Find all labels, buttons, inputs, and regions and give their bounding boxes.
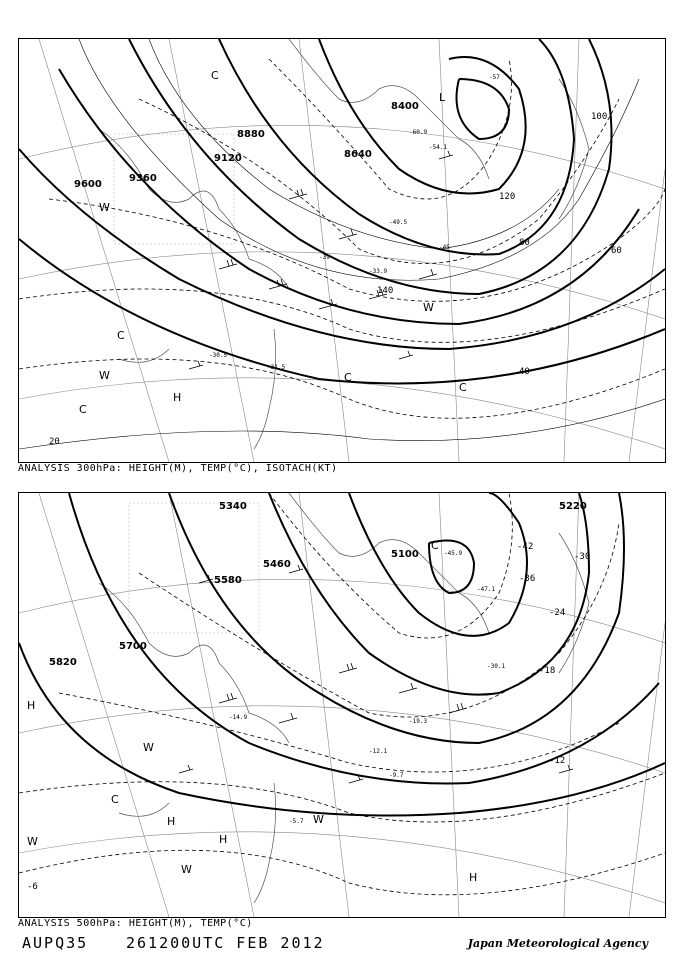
isotherms (19, 59, 665, 418)
high-center: H (27, 699, 36, 712)
temp-label: -49.5 (389, 219, 408, 226)
warm-center: W (99, 369, 110, 382)
height-label-5700: 5700 (119, 641, 147, 652)
temp-label: -39 (319, 254, 330, 261)
cold-center: C (431, 539, 439, 552)
shaded-region (114, 134, 234, 244)
height-label-8400: 8400 (391, 101, 419, 112)
height-label-5220: 5220 (559, 501, 587, 512)
temp-label: -31.5 (267, 364, 286, 371)
temp-label: -57 (489, 74, 500, 81)
height-label-9360: 9360 (129, 173, 157, 184)
isotherm-label: -30 (574, 552, 591, 562)
cold-center: C (117, 329, 125, 342)
shaded-region (129, 503, 259, 633)
temp-label: -9.7 (389, 772, 404, 779)
warm-center: W (423, 301, 434, 314)
map-300hpa (18, 38, 666, 463)
coastline (99, 493, 589, 903)
height-label-5580: 5580 (214, 575, 242, 586)
warm-center: W (181, 863, 192, 876)
height-label-8640: 8640 (344, 149, 372, 160)
isotach-label-20: 20 (49, 437, 60, 447)
height-label-5100: 5100 (391, 549, 419, 560)
warm-center: W (313, 813, 324, 826)
isotherm-label: -24 (549, 608, 566, 618)
isotach-label-80: 80 (519, 238, 530, 248)
isotach-label-100: 100 (591, 112, 608, 122)
height-contours (19, 39, 665, 383)
height-label-5820: 5820 (49, 657, 77, 668)
warm-center: W (143, 741, 154, 754)
temp-label: -5.7 (289, 818, 304, 825)
warm-center: W (27, 835, 38, 848)
temp-label: -45 (439, 244, 450, 251)
temp-label: -12.1 (369, 748, 388, 755)
map-300hpa-canvas (19, 39, 665, 462)
height-label-5340: 5340 (219, 501, 247, 512)
cold-center: C (111, 793, 119, 806)
temp-label: -14.9 (229, 714, 248, 721)
temp-label: -30.5 (209, 352, 228, 359)
isotach-label-60: 60 (611, 246, 622, 256)
low-center: L (439, 91, 446, 104)
isotherm-label: -6 (27, 882, 38, 892)
agency-name: Japan Meteorological Agency (467, 937, 648, 950)
isotherm-label: -36 (519, 574, 536, 584)
high-center: H (469, 871, 478, 884)
height-label-9120: 9120 (214, 153, 242, 164)
high-center: H (167, 815, 176, 828)
caption-500hpa: ANALYSIS 500hPa: HEIGHT(M), TEMP(°C) (18, 918, 253, 929)
graticule (19, 39, 665, 462)
isotach-label-40: 40 (519, 367, 530, 377)
product-id: AUPQ35 (22, 934, 89, 952)
height-label-5460: 5460 (263, 559, 291, 570)
temp-label: -60.9 (409, 129, 428, 136)
temp-label: -33.9 (369, 268, 388, 275)
temp-label: -45.9 (444, 550, 463, 557)
temp-label: -19.3 (409, 718, 428, 725)
temp-label: -30.1 (487, 663, 506, 670)
caption-300hpa: ANALYSIS 300hPa: HEIGHT(M), TEMP(°C), ISOTACH(KT) (18, 463, 338, 474)
graticule (19, 493, 665, 917)
warm-center: W (99, 201, 110, 214)
isotherm-label: -12 (549, 756, 566, 766)
height-label-8880: 8880 (237, 129, 265, 140)
cold-center: C (211, 69, 219, 82)
map-500hpa (18, 492, 666, 918)
isotherm-label: -18 (539, 666, 556, 676)
coastline (99, 39, 589, 449)
temp-label: -47.1 (477, 586, 496, 593)
height-label-9600: 9600 (74, 179, 102, 190)
temp-label: -54.1 (429, 144, 448, 151)
isotach-label-120: 120 (499, 192, 516, 202)
high-center: H (219, 833, 228, 846)
map-500hpa-canvas (19, 493, 665, 917)
valid-time: 261200UTC FEB 2012 (126, 934, 325, 952)
isotherm-label: -42 (517, 542, 534, 552)
height-contours (19, 493, 665, 816)
isotach-label-140: 140 (377, 286, 394, 296)
high-center: H (173, 391, 182, 404)
isotherms (19, 493, 665, 895)
cold-center: C (79, 403, 87, 416)
cold-center: C (459, 381, 467, 394)
cold-center: C (344, 371, 352, 384)
